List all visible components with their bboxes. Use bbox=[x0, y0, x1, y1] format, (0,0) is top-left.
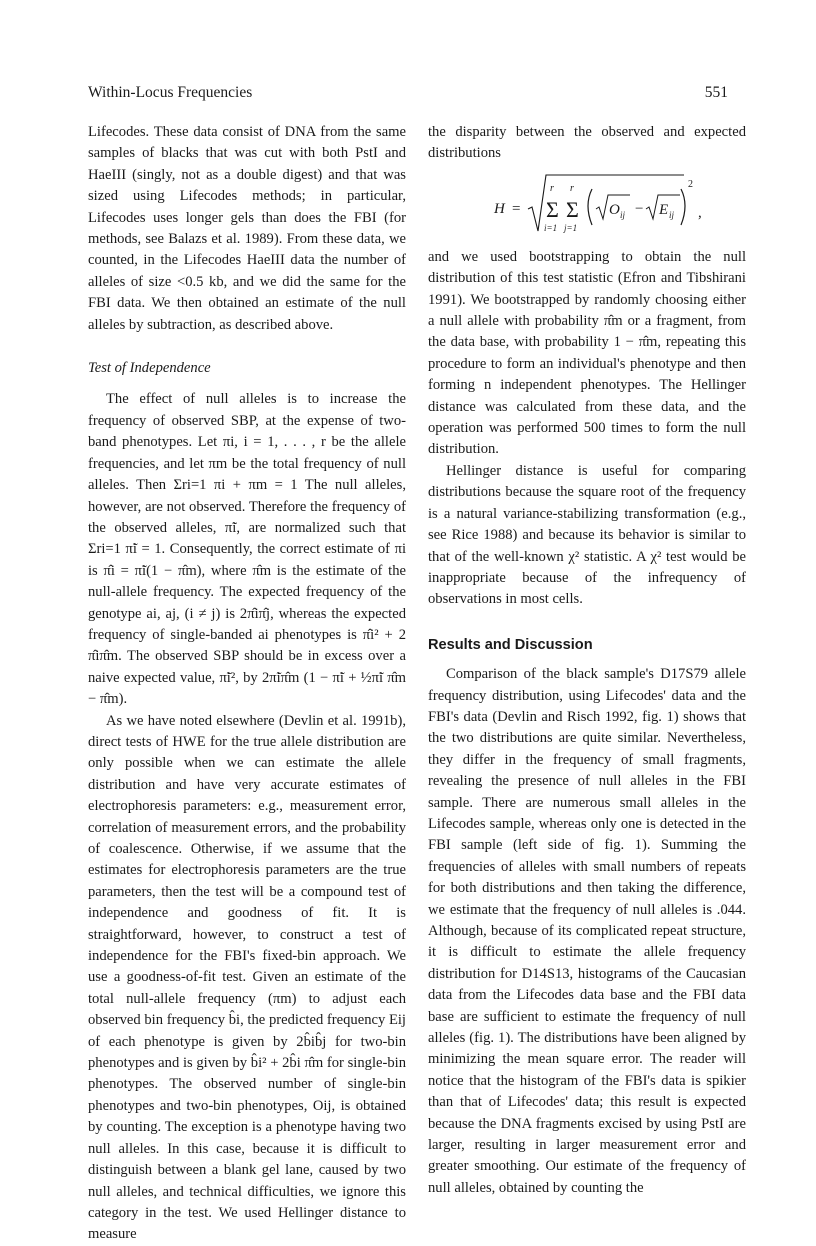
paragraph: Hellinger distance is useful for comparing distributions because the square root of the frequency is a natural variance-stabilizing transformation (e.g., see Rice 1988) and because its behavior is similar to that of the well-known χ² statistic. A χ² test would be inappropriate because of the infrequency of observations in most cells. bbox=[428, 462, 746, 608]
sum2-lower: j=1 bbox=[564, 222, 578, 233]
eq-equals: = bbox=[512, 200, 521, 217]
sum2-upper: r bbox=[570, 182, 574, 194]
eq-comma: , bbox=[698, 204, 702, 221]
paragraph: Comparison of the black sample's D17S79 allele frequency distribution, using Lifecodes' data and the FBI's data (Devlin and Risch 1992, fig. 1) shows that the two distributions are quite similar. Nevertheless, they differ in the frequency of small fragments, revealing the presence of null alleles in the FBI sample. There are numerous small alleles in the Lifecodes sample, whereas only one is detected in the FBI sample (left side of fig. 1). Summing the frequencies of alleles with small numbers of repeats for both distributions and then taking the difference, we estimate that the frequency of null alleles is .044. Although, because of its complicated repeat structure, it is difficult to estimate the allele frequency distribution for D14S13, histograms of the Caucasian data from the Lifecodes data base and the FBI data base are sufficient to estimate the frequency of null alleles (fig. 1). The distributions have been aligned by minimizing the mean square error. The reader will notice that the histogram of the FBI's data is spikier than that of Lifecodes' data; this result is expected because the DNA fragments excised by using PstI are larger, resulting in larger measurement error and greater smoothing. Our estimate of the frequency of null alleles, obtained by counting the bbox=[428, 666, 746, 1196]
eq-O: O bbox=[609, 201, 620, 218]
paragraph: As we have noted elsewhere (Devlin et al. 1991b), direct tests of HWE for the true allele distribution are only possible when we can estimate the allele distribution and have very accurate estimates of electrophoresis parameters: e.g., measurement error, correlation of measurement errors, and the probability of coalescence. Otherwise, if we assume that the estimates for electrophoresis parameters are the true parameters, then the test will be a compound test of independence and goodness of fit. It is straightforward, however, to construct a test of independence for the FBI's fixed-bin approach. We use a goodness-of-fit test. Given an estimate of the total null-allele frequency (πm) to adjust each observed bin frequency b̂i, the predicted frequency Eij of each phenotype is given by 2b̂ib̂j for two-bin phenotypes and is given by b̂i² + 2b̂i π̂m for single-bin phenotypes. The observed number of single-bin phenotypes and two-bin phenotypes, Oij, is obtained by counting. The exception is a phenotype having two null alleles. In this case, because it is difficult to distinguish between a blank gel lane, caused by two null alleles, and technical difficulties, we ignore this category in the test. We used Hellinger distance to measure bbox=[88, 712, 406, 1243]
left-column bbox=[88, 122, 406, 1246]
eq-E-sub: ij bbox=[669, 209, 675, 220]
sum1-upper: r bbox=[550, 182, 554, 194]
hellinger-equation bbox=[428, 169, 746, 243]
right-column bbox=[428, 122, 746, 1199]
equation-graphic bbox=[488, 169, 708, 243]
section-heading-results: Results and Discussion bbox=[428, 636, 593, 653]
eq-square: 2 bbox=[688, 178, 693, 190]
paragraph: The effect of null alleles is to increase the frequency of observed SBP, at the expense of two-band phenotypes. Let πi, i = 1, . . . , r be the allele frequencies, and let πm be the total frequency of null alleles. Then Σri=1 πi + πm = 1 The null alleles, however, are not observed. Therefore the frequency of the observed alleles, π̃i, are normalized such that Σri=1 π̃i = 1. Consequently, the correct estimate of πi is π̂i = π̃i(1 − π̂m), where π̂m is the estimate of the null-allele frequency. The expected frequency of the genotype ai, aj, (i ≠ j) is 2π̂iπ̂j, whereas the expected frequency of single-banded ai phenotypes is π̂i² + 2 π̂iπ̂m. The observed SBP should be in excess over a naive expected value, π̃i², by 2π̃iπ̂m (1 − π̃i + ½π̃i π̂m − π̂m). bbox=[88, 391, 406, 708]
section-heading-test-of-independence: Test of Independence bbox=[88, 360, 211, 377]
left-paren bbox=[588, 189, 592, 225]
right-paren bbox=[681, 189, 685, 225]
paragraph: and we used bootstrapping to obtain the null distribution of this test statistic (Efron and Tibshirani 1991). We bootstrapped by randomly choosing either a null allele with probability π̂m or a fragment, from the data base, with probability 1 − π̂m, repeating this procedure to form an individual's phenotype and then forming n independent phenotypes. The Hellinger distance was calculated from these data, and the operation was performed 500 times to form the null distribution. bbox=[428, 248, 746, 458]
paragraph: the disparity between the observed and expected distributions bbox=[428, 124, 746, 162]
eq-E: E bbox=[659, 201, 669, 218]
eq-O-sub: ij bbox=[620, 209, 626, 220]
running-head: Within-Locus Frequencies bbox=[88, 84, 253, 101]
sum2-sigma: Σ bbox=[566, 196, 579, 222]
eq-minus: − bbox=[635, 200, 644, 217]
sum1-lower: i=1 bbox=[544, 222, 558, 233]
sum1-sigma: Σ bbox=[546, 196, 559, 222]
eq-H: H bbox=[494, 200, 505, 217]
page-number: 551 bbox=[704, 84, 728, 101]
paragraph: Lifecodes. These data consist of DNA from the same samples of blacks that was cut with both PstI and HaeIII (singly, not as a double digest) and that was sized using Lifecodes methods; in particular, Lifecodes uses longer gels than does the FBI (for methods, see Balazs et al. 1989). From these data, we counted, in the Lifecodes HaeIII data the number of alleles of size <0.5 kb, and we did the same for the FBI data. We then obtained an estimate of the null alleles by subtraction, as described above. bbox=[88, 124, 406, 333]
